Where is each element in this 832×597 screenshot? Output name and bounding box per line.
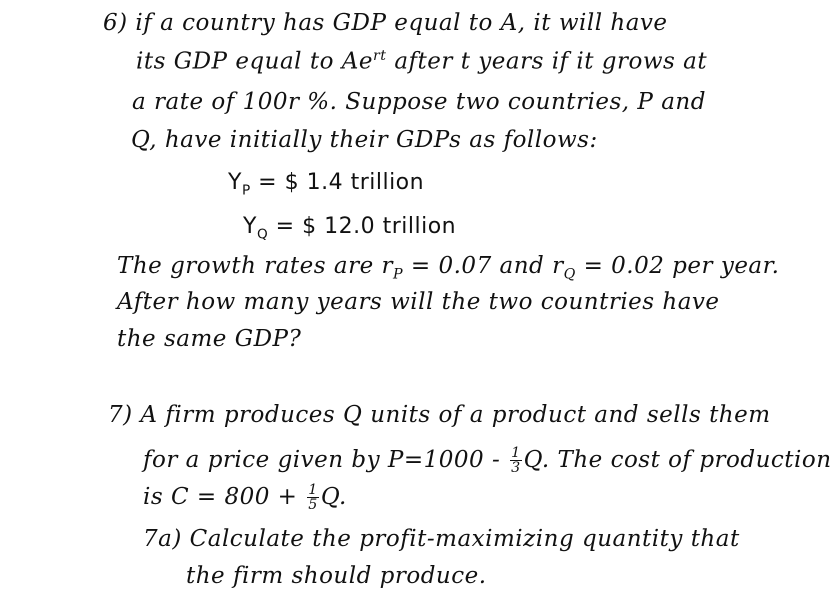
text-segment: 7) A firm produces Q units of a product and sells them bbox=[108, 402, 771, 428]
text-segment: Q, have initially their GDPs as follows: bbox=[131, 127, 598, 153]
fraction-numerator: 1 bbox=[308, 482, 318, 498]
subscript: P bbox=[241, 182, 251, 199]
problem-6-line bbox=[117, 291, 720, 314]
problem-6-line bbox=[103, 12, 668, 35]
fraction-numerator: 1 bbox=[511, 445, 521, 461]
fraction-denominator: 3 bbox=[511, 460, 521, 477]
superscript: rt bbox=[372, 48, 387, 64]
text-segment: is C = 800 + bbox=[143, 483, 306, 510]
gdp-q-equation bbox=[243, 216, 456, 242]
text-segment: a rate of 100r %. Suppose two countries, P and bbox=[132, 89, 706, 115]
text-segment: Y bbox=[243, 214, 257, 239]
problem-6-line bbox=[136, 49, 707, 74]
problem-6-question bbox=[117, 328, 301, 351]
text-segment: Q. The cost of production bbox=[523, 446, 832, 473]
subscript: Q bbox=[563, 266, 576, 283]
text-segment: the firm should produce. bbox=[186, 563, 487, 589]
text-segment: = $ 12.0 trillion bbox=[268, 214, 457, 239]
text-segment: 6) if a country has GDP equal to A, it will have bbox=[103, 10, 668, 36]
text-segment: for a price given by P=1000 - bbox=[143, 446, 509, 473]
text-segment: Y bbox=[228, 170, 242, 195]
problem-7a-line bbox=[186, 565, 487, 588]
text-segment: the same GDP? bbox=[117, 326, 302, 352]
fraction bbox=[510, 446, 522, 476]
text-segment: its GDP equal to Ae bbox=[136, 48, 373, 75]
problem-6-line bbox=[131, 129, 598, 152]
problem-6-line bbox=[132, 91, 706, 114]
text-segment: = 0.07 and r bbox=[403, 253, 564, 279]
problem-7a-line bbox=[143, 528, 740, 551]
fraction-denominator: 5 bbox=[308, 497, 318, 514]
subscript: Q bbox=[256, 226, 269, 243]
problem-7-cost-line bbox=[143, 483, 347, 513]
text-segment: = $ 1.4 trillion bbox=[250, 170, 425, 195]
text-segment: after t years if it grows at bbox=[386, 48, 708, 75]
text-segment: After how many years will the two countries have bbox=[117, 289, 720, 315]
text-segment: The growth rates are r bbox=[117, 253, 393, 279]
text-segment: 7a) Calculate the profit-maximizing quantity that bbox=[143, 526, 740, 552]
problem-7-line bbox=[108, 404, 771, 427]
fraction bbox=[307, 483, 319, 513]
text-segment: = 0.02 per year. bbox=[575, 253, 780, 279]
subscript: P bbox=[393, 266, 404, 283]
problem-6-line bbox=[117, 255, 779, 282]
gdp-p-equation bbox=[228, 172, 424, 198]
text-segment: Q. bbox=[320, 483, 347, 510]
problem-7-price-line bbox=[143, 446, 832, 476]
